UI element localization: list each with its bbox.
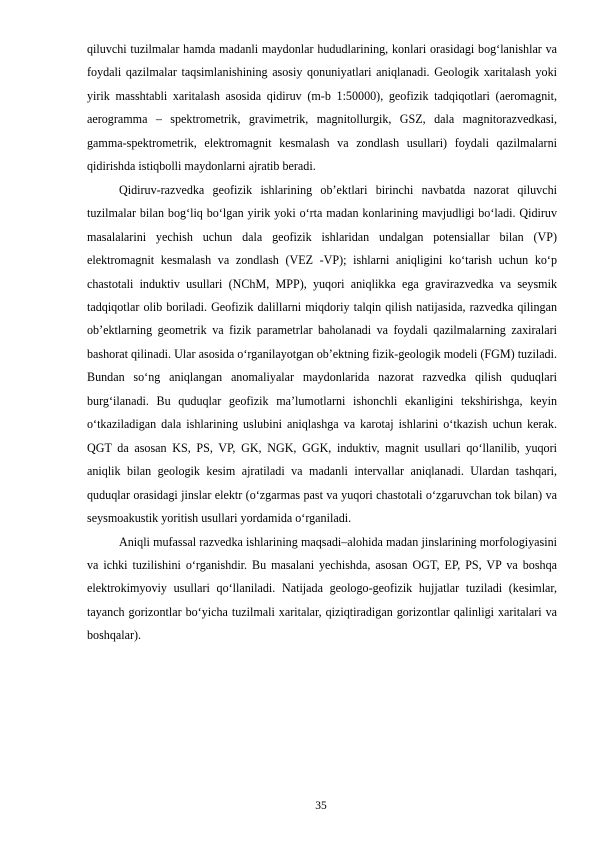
page-number: 35 [315,800,327,812]
paragraph-aniqli-razvedka: Aniqli mufassal razvedka ishlarining maqsadi–alohida madan jinslarining morfologiyasini va ichki tuzilishini o‘rganishdir. Bu masalani yechishda, asosan OGT, EP, PS, VP va boshqa elektrokimyoviy usullari qo‘llaniladi. Natijada geologo-geofizik hujjatlar tuziladi (kesimlar, tayanch gorizontlar bo‘yicha tuzilmali xaritalar, qiziqtiradigan gorizontlar qalinligi xaritalari va boshqalar). [87,534,557,643]
paragraph-qidiruv-razvedka: Qidiruv-razvedka geofizik ishlarining ob’ektlari birinchi navbatda nazorat qiluvchi tuzilmalar bilan bog‘liq bo‘lgan yirik yoki o‘rta madan konlarining mavjudligi bo‘ladi. Qidiruv masalalarini yechish uchun dala geofizik ishlaridan undalgan potensiallar bilan (VP) elektromagnit kesmalash va zondlash (VEZ -VP); ishlarni aniqligini ko‘tarish uchun ko‘p chastotali induktiv usullari (NChM, MPP), yuqori aniqlikka ega gravirazvedka va seysmik tadqiqotlar olib boriladi. Geofizik dalillarni miqdoriy talqin qilish natijasida, razvedka qilingan ob’ektlarning geometrik va fizik parametrlar baholanadi va foydali qazilmalarning zaxiralari bashorat qilinadi. Ular asosida o‘rganilayotgan ob’ektning fizik-geologik modeli (FGM) tuziladi. Bundan so‘ng aniqlangan anomaliyalar maydonlarida nazorat razvedka qilish quduqlari burg‘ilanadi. Bu quduqlar geofizik ma’lumotlarni ishonchli ekanligini tekshirishga, keyin o‘tkaziladigan dala ishlarining uslubini aniqlashga va karotaj ishlarini o‘tkazish uchun kerak. QGT da asosan KS, PS, VP, GK, NGK, GGK, induktiv, magnit usullari qo‘llanilib, yuqori aniqlik bilan geologik kesim ajratiladi va madanli intervallar aniqlanadi. Ulardan tashqari, quduqlar orasidagi jinslar elektr (o‘zgarmas past va yuqori chastotali o‘zgaruvchan tok bilan) va seysmoakustik yoritish usullari yordamida o‘rganiladi. [87,182,557,526]
body-text [87,38,557,648]
paragraph-continued: qiluvchi tuzilmalar hamda madanli maydonlar hududlarining, konlari orasidagi bog‘lanishlar va foydali qazilmalar taqsimlanishining asosiy qonuniyatlari aniqlanadi. Geologik xaritalash yoki yirik masshtabli xaritalash asosida qidiruv (m-b 1:50000), geofizik tadqiqotlari (aeromagnit, aerogramma – spektrometrik, gravimetrik, magnitollurgik, GSZ, dala magnitorazvedkasi, gamma-spektrometrik, elektromagnit kesmalash va zondlash usullari) foydali qazilmalarni qidirishda istiqbolli maydonlarni ajratib beradi. [87,42,557,174]
